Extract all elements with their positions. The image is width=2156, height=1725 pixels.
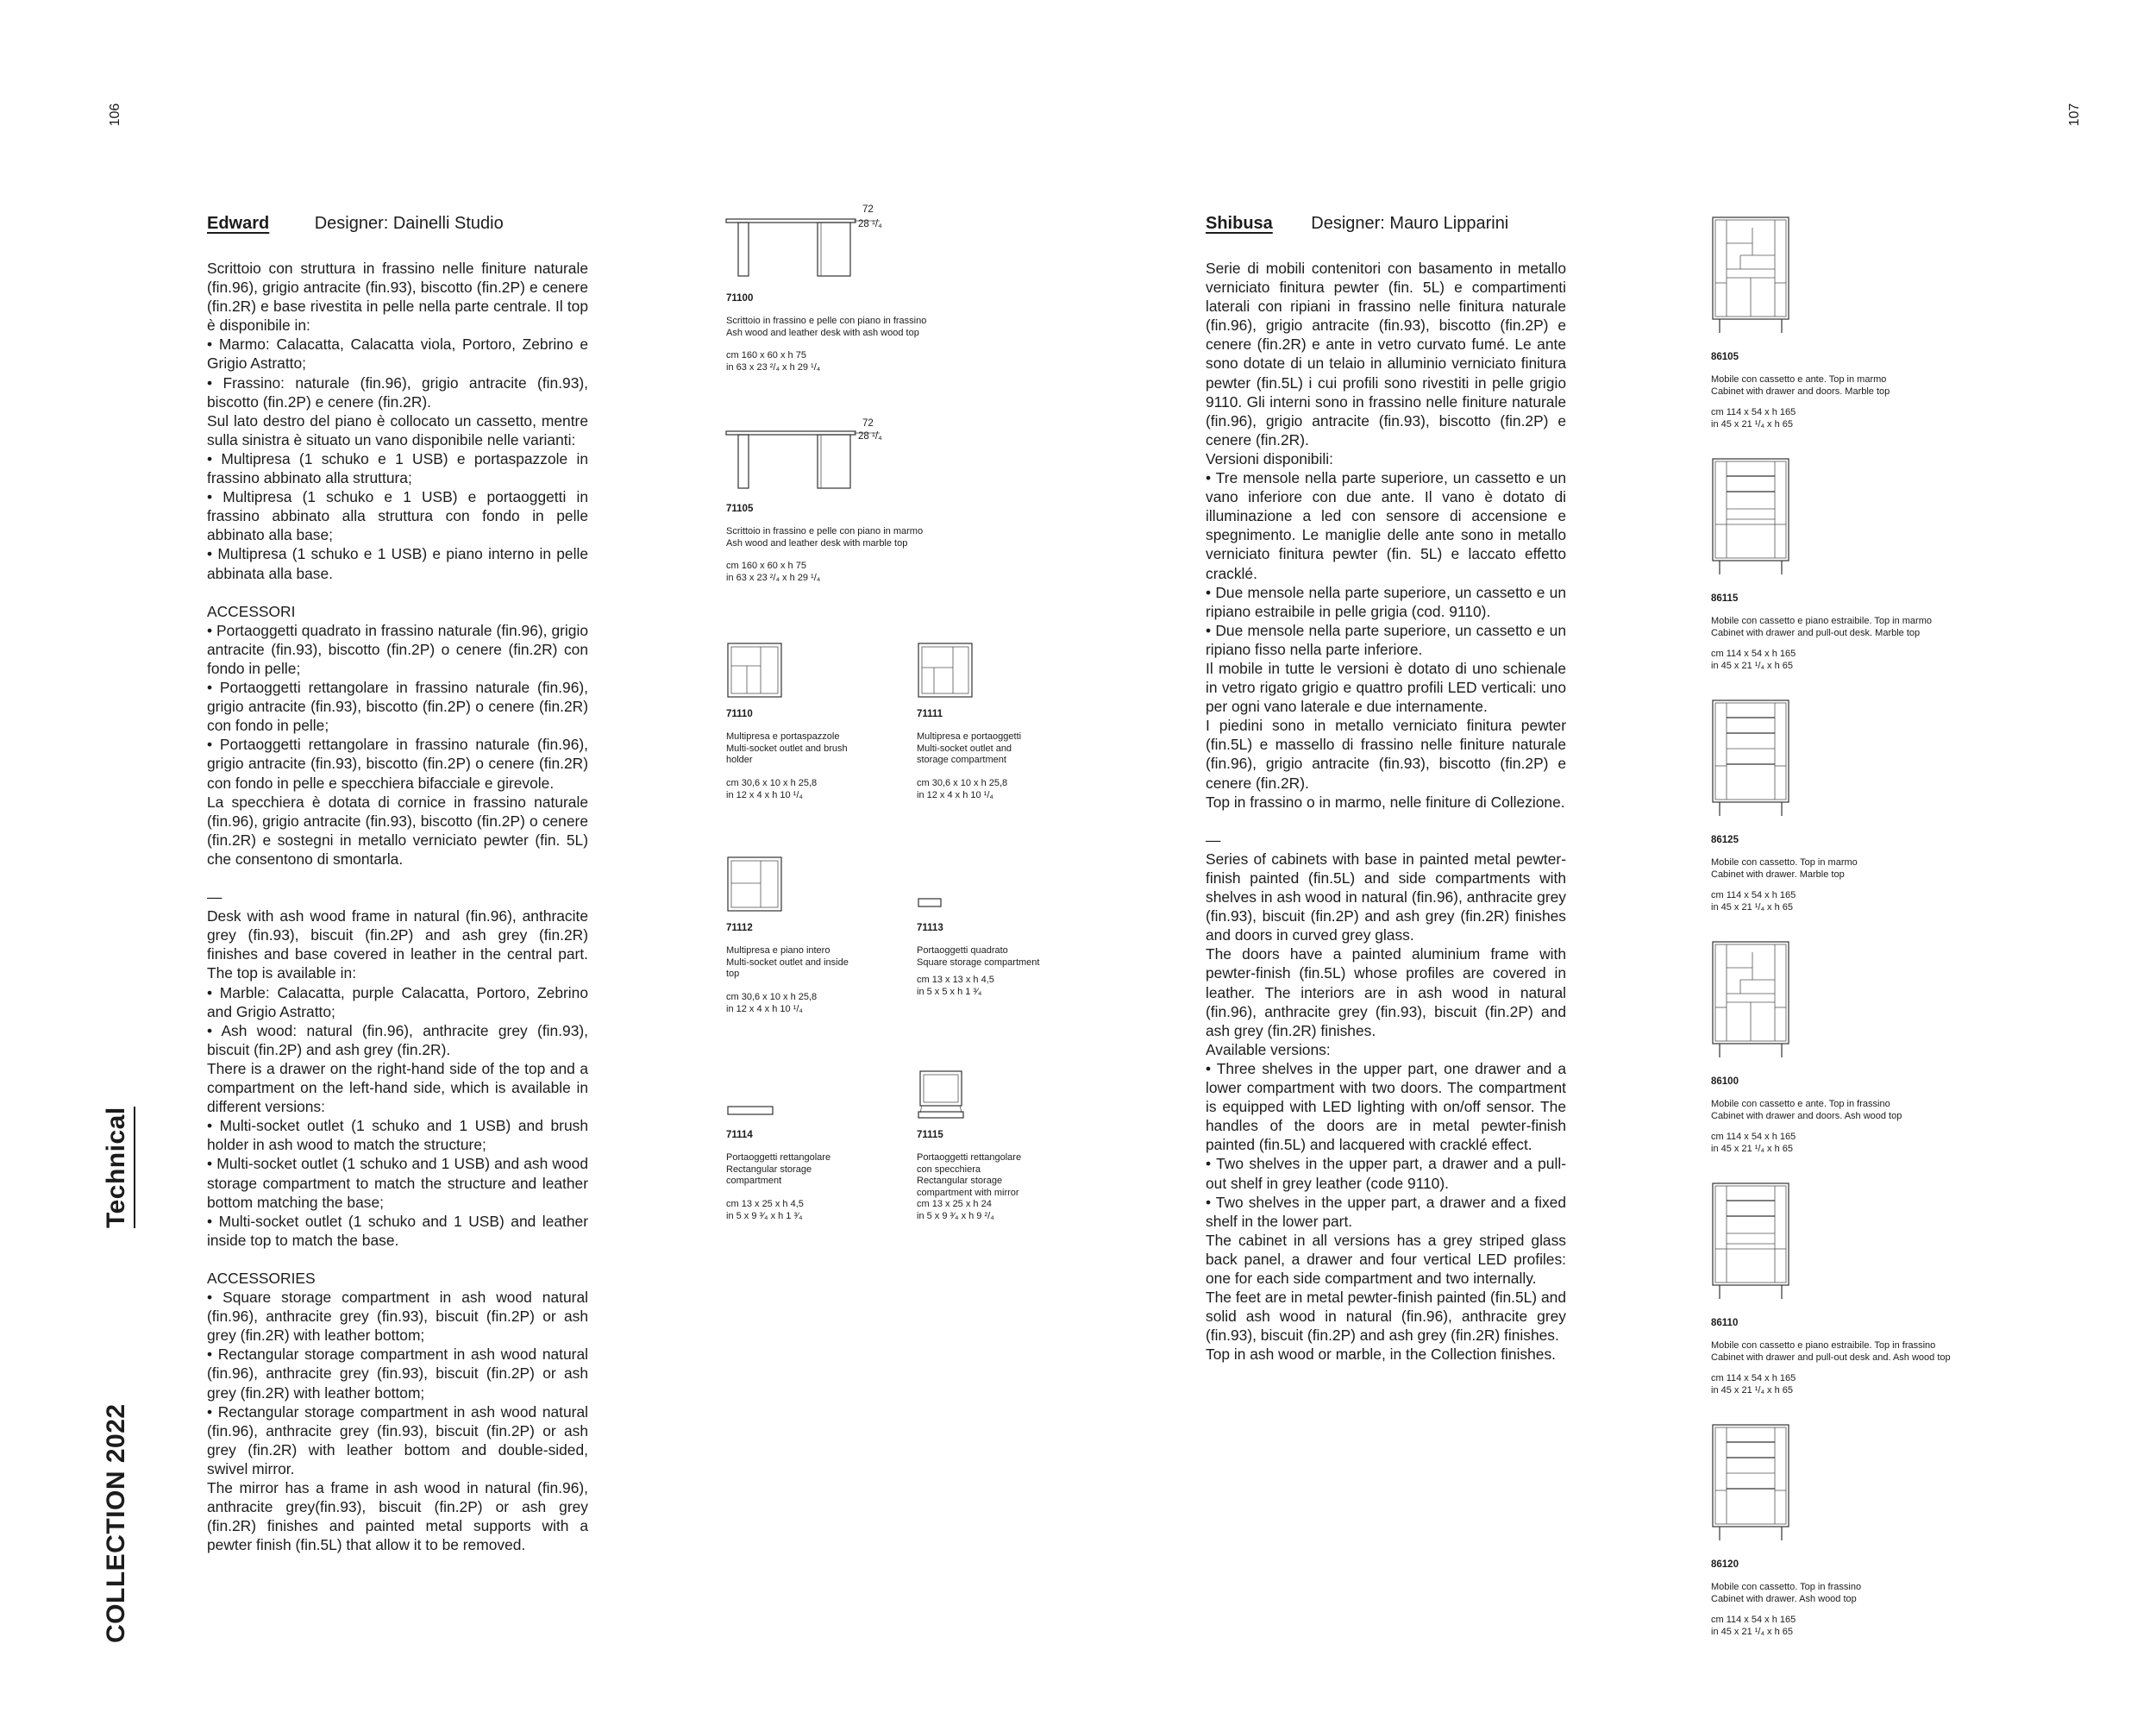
dim-label-top: 72 — [862, 204, 874, 215]
outlet-brush-drawing — [726, 642, 787, 702]
product-71111 — [917, 642, 1098, 814]
product-code: 71115 — [917, 1130, 943, 1140]
product-code: 86115 — [1711, 593, 1739, 604]
shibusa-designer: Designer: Mauro Lipparini — [1311, 214, 1509, 233]
product-description: Portaoggetti rettangolare con specchiera Rectangular storage compartment with mirror — [917, 1152, 1022, 1198]
outlet-inside-top-drawing — [726, 856, 787, 916]
edward-header — [207, 214, 595, 234]
product-description: Multipresa e portaoggetti Multi-socket outlet and storage compartment — [917, 731, 1022, 765]
product-code: 71112 — [726, 923, 753, 933]
cabinet-doors-drawing — [1711, 216, 1797, 336]
product-71114 — [726, 1104, 907, 1242]
product-71112 — [726, 856, 907, 1028]
product-71100 — [726, 204, 985, 376]
product-71105 — [726, 417, 985, 590]
product-dimensions: cm 114 x 54 x h 165 in 45 x 21 ¹/₄ x h 65 — [1711, 1373, 1796, 1396]
product-dimensions: cm 160 x 60 x h 75 in 63 x 23 ²/₄ x h 29 ¹/₄ — [726, 561, 821, 583]
side-title-collection: COLLECTION 2022 — [102, 1403, 130, 1643]
product-dimensions: cm 13 x 13 x h 4,5 in 5 x 5 x h 1 ³⁄₄ — [917, 975, 994, 997]
product-description: Mobile con cassetto e piano estraibile. Top in frassino Cabinet with drawer and pull-out desk and. Ash wood top — [1711, 1340, 1951, 1363]
product-code: 86125 — [1711, 835, 1739, 845]
product-description: Mobile con cassetto e ante. Top in marmo Cabinet with drawer and doors. Marble top — [1711, 374, 1890, 397]
mirror-storage-drawing — [917, 1070, 968, 1121]
page-number-left: 106 — [108, 103, 122, 127]
product-71113 — [917, 895, 1098, 1033]
product-dimensions: cm 13 x 25 x h 4,5 in 5 x 9 ³⁄₄ x h 1 ³⁄₄ — [726, 1199, 804, 1221]
product-description: Mobile con cassetto e piano estraibile. Top in marmo Cabinet with drawer and pull-out desk. Marble top — [1711, 616, 1932, 638]
dim-label-top: 72 — [862, 418, 874, 429]
product-dimensions: cm 160 x 60 x h 75 in 63 x 23 ²/₄ x h 29 ¹/₄ — [726, 350, 821, 373]
desk-71100-drawing — [726, 204, 985, 290]
product-71115 — [917, 1070, 1098, 1242]
product-code: 71105 — [726, 504, 754, 514]
edward-designer: Designer: Dainelli Studio — [314, 214, 504, 233]
shibusa-model-name: Shibusa — [1206, 214, 1273, 233]
shibusa-description: Serie di mobili contenitori con basamento in metallo verniciato finitura pewter (fin. 5L) e compartimenti laterali con ripiani in frassino nelle finitura naturale (fin.96), grigio antracite (fin.93), biscotto (fin.2P) e cenere (fin.2R) e ante in vetro curvato fumé. Le ante sono dotate di un telaio in alluminio verniciato finitura pewter (fin.5L) i cui profili sono rivestiti in pelle grigio 9110. Gli interni sono in frassino nelle finiture naturale (fin.96), grigio antracite (fin.93), biscotto (fin.2P) e cenere (fin.2R). Versioni disponibili: • Tre mensole nella parte superiore, un cassetto e un vano inferiore con due ante. Il vano è dotato di illuminazione a led con sensore di accensione e spegnimento. Le maniglie delle ante sono in metallo verniciato finitura pewter (fin. 5L) e laccato effetto cracklé. • Due mensole nella parte superiore, un cassetto e un ripiano estraibile in pelle grigia (cod. 9110). • Due mensole nella parte superiore, un cassetto e un ripiano fisso nella parte inferiore. Il mobile in tutte le versioni è dotato di uno schienale in vetro rigato grigio e quattro profili LED verticali: uno per ogni vano laterale e due internamente. I piedini sono in metallo verniciato finitura pewter (fin.5L) e massello di frassino nelle finiture naturale (fin.96), grigio antracite (fin.93), biscotto (fin.2P) e cenere (fin.2R). Top in frassino o in marmo, nelle finiture di Collezione. — Series of cabinets with base in painted metal pewter-finish painted (fin.5L) and side compartments with shelves in ash wood in natural (fin.96), anthracite grey (fin.93), biscuit (fin.2P) and ash grey (fin.2R) finishes and doors in curved grey glass. The doors have a painted aluminium frame with pewter-finish (fin.5L) whose profiles are covered in leather. The interiors are in ash wood in natural (fin.96), anthracite grey (fin.93), biscuit (fin.2P) and ash grey (fin.2R) finishes. Available versions: • Three shelves in the upper part, one drawer and a lower compartment with two doors. The compartment is equipped with LED lighting with on/off sensor. The handles of the doors are in metal pewter-finish painted (fin.5L) and lacquered with cracklé effect. • Two shelves in the upper part, a drawer and a pull-out shelf in grey leather (code 9110). • Two shelves in the upper part, a drawer and a fixed shelf in the lower part. The cabinet in all versions has a grey striped glass back panel, a drawer and four vertical LED profiles: one for each side compartment and two internally. The feet are in metal pewter-finish painted (fin.5L) and solid ash wood in natural (fin.96), anthracite grey (fin.93), biscuit (fin.2P) and ash grey (fin.2R) finishes. Top in ash wood or marble, in the Collection finishes. — [1206, 260, 1566, 1364]
product-86120 — [1711, 1423, 2039, 1647]
outlet-storage-drawing — [917, 642, 977, 702]
product-86125 — [1711, 699, 2039, 923]
product-description: Multipresa e piano intero Multi-socket outlet and inside top — [726, 945, 849, 979]
dim-label-bottom: 28 ¹/₄ — [858, 219, 882, 229]
product-code: 71114 — [726, 1130, 753, 1140]
product-code: 86110 — [1711, 1318, 1739, 1328]
product-86100 — [1711, 940, 2039, 1164]
page-number-right: 107 — [2067, 103, 2082, 127]
product-71110 — [726, 642, 907, 814]
product-86110 — [1711, 1182, 2039, 1406]
product-86105 — [1711, 216, 2039, 440]
product-86115 — [1711, 457, 2039, 681]
product-code: 71111 — [917, 709, 943, 719]
product-dimensions: cm 13 x 25 x h 24 in 5 x 9 ³⁄₄ x h 9 ²/₄ — [917, 1199, 994, 1221]
product-dimensions: cm 114 x 54 x h 165 in 45 x 21 ¹/₄ x h 65 — [1711, 1132, 1796, 1154]
shibusa-header — [1206, 214, 1594, 234]
product-description: Mobile con cassetto. Top in frassino Cabinet with drawer. Ash wood top — [1711, 1582, 1862, 1604]
product-code: 86105 — [1711, 352, 1739, 362]
cabinet-drawer-drawing — [1711, 1423, 1797, 1544]
product-dimensions: cm 30,6 x 10 x h 25,8 in 12 x 4 x h 10 ¹/₄ — [726, 992, 818, 1014]
product-dimensions: cm 30,6 x 10 x h 25,8 in 12 x 4 x h 10 ¹/₄ — [917, 778, 1008, 800]
desk-71105-drawing — [726, 417, 985, 504]
product-code: 71113 — [917, 923, 943, 933]
product-dimensions: cm 114 x 54 x h 165 in 45 x 21 ¹/₄ x h 65 — [1711, 407, 1796, 430]
product-code: 86120 — [1711, 1559, 1739, 1570]
cabinet-drawer-drawing — [1711, 699, 1797, 819]
product-description: Multipresa e portaspazzole Multi-socket outlet and brush holder — [726, 731, 848, 765]
product-description: Scrittoio in frassino e pelle con piano in marmo Ash wood and leather desk with marble top — [726, 526, 924, 549]
side-title-technical: Technical — [102, 1107, 131, 1228]
product-description: Mobile con cassetto e ante. Top in frassino Cabinet with drawer and doors. Ash wood top — [1711, 1099, 1902, 1121]
square-storage-drawing — [917, 895, 951, 913]
cabinet-pullout-drawing — [1711, 457, 1797, 578]
product-description: Mobile con cassetto. Top in marmo Cabinet with drawer. Marble top — [1711, 857, 1858, 880]
product-dimensions: cm 114 x 54 x h 165 in 45 x 21 ¹/₄ x h 65 — [1711, 649, 1796, 671]
cabinet-pullout-drawing — [1711, 1182, 1797, 1302]
product-code: 71100 — [726, 293, 754, 304]
edward-description: Scrittoio con struttura in frassino nelle finiture naturale (fin.96), grigio antracite (fin.93), biscotto (fin.2P) e cenere (fin.2R) e base rivestita in pelle nella parte centrale. Il top è disponibile in: • Marmo: Calacatta, Calacatta viola, Portoro, Zebrino e Grigio Astratto; • Frassino: naturale (fin.96), grigio antracite (fin.93), biscotto (fin.2P) e cenere (fin.2R). Sul lato destro del piano è collocato un cassetto, mentre sulla sinistra è situato un vano disponibile nelle varianti: • Multipresa (1 schuko e 1 USB) e portaspazzole in frassino abbinato alla struttura; • Multipresa (1 schuko e 1 USB) e portaoggetti in frassino abbinato alla struttura con fondo in pelle abbinato alla base; • Multipresa (1 schuko e 1 USB) e piano interno in pelle abbinata alla base. ACCESSORI • Portaoggetti quadrato in frassino naturale (fin.96), grigio antracite (fin.93), biscotto (fin.2P) o cenere (fin.2R) con fondo in pelle; • Portaoggetti rettangolare in frassino naturale (fin.96), grigio antracite (fin.93), biscotto (fin.2P) o cenere (fin.2R) con fondo in pelle; • Portaoggetti rettangolare in frassino naturale (fin.96), grigio antracite (fin.93), biscotto (fin.2P) o cenere (fin.2R) con fondo in pelle e specchiera bifacciale e girevole. La specchiera è dotata di cornice in frassino naturale (fin.96), grigio antracite (fin.93), biscotto (fin.2P) o cenere (fin.2R) e sostegni in metallo verniciato pewter (fin. 5L) che consentono di smontarla. — Desk with ash wood frame in natural (fin.96), anthracite grey (fin.93), biscuit (fin.2P) and ash grey (fin.2R) finishes and base covered in leather in the central part. The top is available in: • Marble: Calacatta, purple Calacatta, Portoro, Zebrino and Grigio Astratto; • Ash wood: natural (fin.96), anthracite grey (fin.93), biscuit (fin.2P) and ash grey (fin.2R). There is a drawer on the right-hand side of the top and a compartment on the left-hand side, which is available in different versions: • Multi-socket outlet (1 schuko and 1 USB) and brush holder in ash wood to match the structure; • Multi-socket outlet (1 schuko and 1 USB) and ash wood storage compartment to match the structure and leather bottom matching the base; • Multi-socket outlet (1 schuko and 1 USB) and leather inside top to match the base. ACCESSORIES • Square storage compartment in ash wood natural (fin.96), anthracite grey (fin.93), biscuit (fin.2P) or ash grey (fin.2R) with leather bottom; • Rectangular storage compartment in ash wood natural (fin.96), anthracite grey (fin.93), biscuit (fin.2P) or ash grey (fin.2R) with leather bottom; • Rectangular storage compartment in ash wood natural (fin.96), anthracite grey (fin.93), biscuit (fin.2P) or ash grey (fin.2R) with leather bottom and double-sided, swivel mirror. The mirror has a frame in ash wood in natural (fin.96), anthracite grey(fin.93), biscuit (fin.2P) or ash grey (fin.2R) finishes and painted metal supports with a pewter finish (fin.5L) that allow it to be removed. — [207, 260, 588, 1554]
dim-label-bottom: 28 ¹/₄ — [858, 431, 882, 442]
product-code: 71110 — [726, 709, 753, 719]
edward-model-name: Edward — [207, 214, 270, 233]
product-description: Scrittoio in frassino e pelle con piano in frassino Ash wood and leather desk with ash wood top — [726, 316, 927, 338]
rect-storage-drawing — [726, 1104, 778, 1121]
cabinet-doors-drawing — [1711, 940, 1797, 1061]
product-description: Portaoggetti quadrato Square storage compartment — [917, 945, 1040, 968]
product-code: 86100 — [1711, 1076, 1739, 1087]
product-dimensions: cm 30,6 x 10 x h 25,8 in 12 x 4 x h 10 ¹/₄ — [726, 778, 818, 800]
product-dimensions: cm 114 x 54 x h 165 in 45 x 21 ¹/₄ x h 65 — [1711, 890, 1796, 913]
product-dimensions: cm 114 x 54 x h 165 in 45 x 21 ¹/₄ x h 65 — [1711, 1615, 1796, 1637]
product-description: Portaoggetti rettangolare Rectangular storage compartment — [726, 1152, 831, 1186]
